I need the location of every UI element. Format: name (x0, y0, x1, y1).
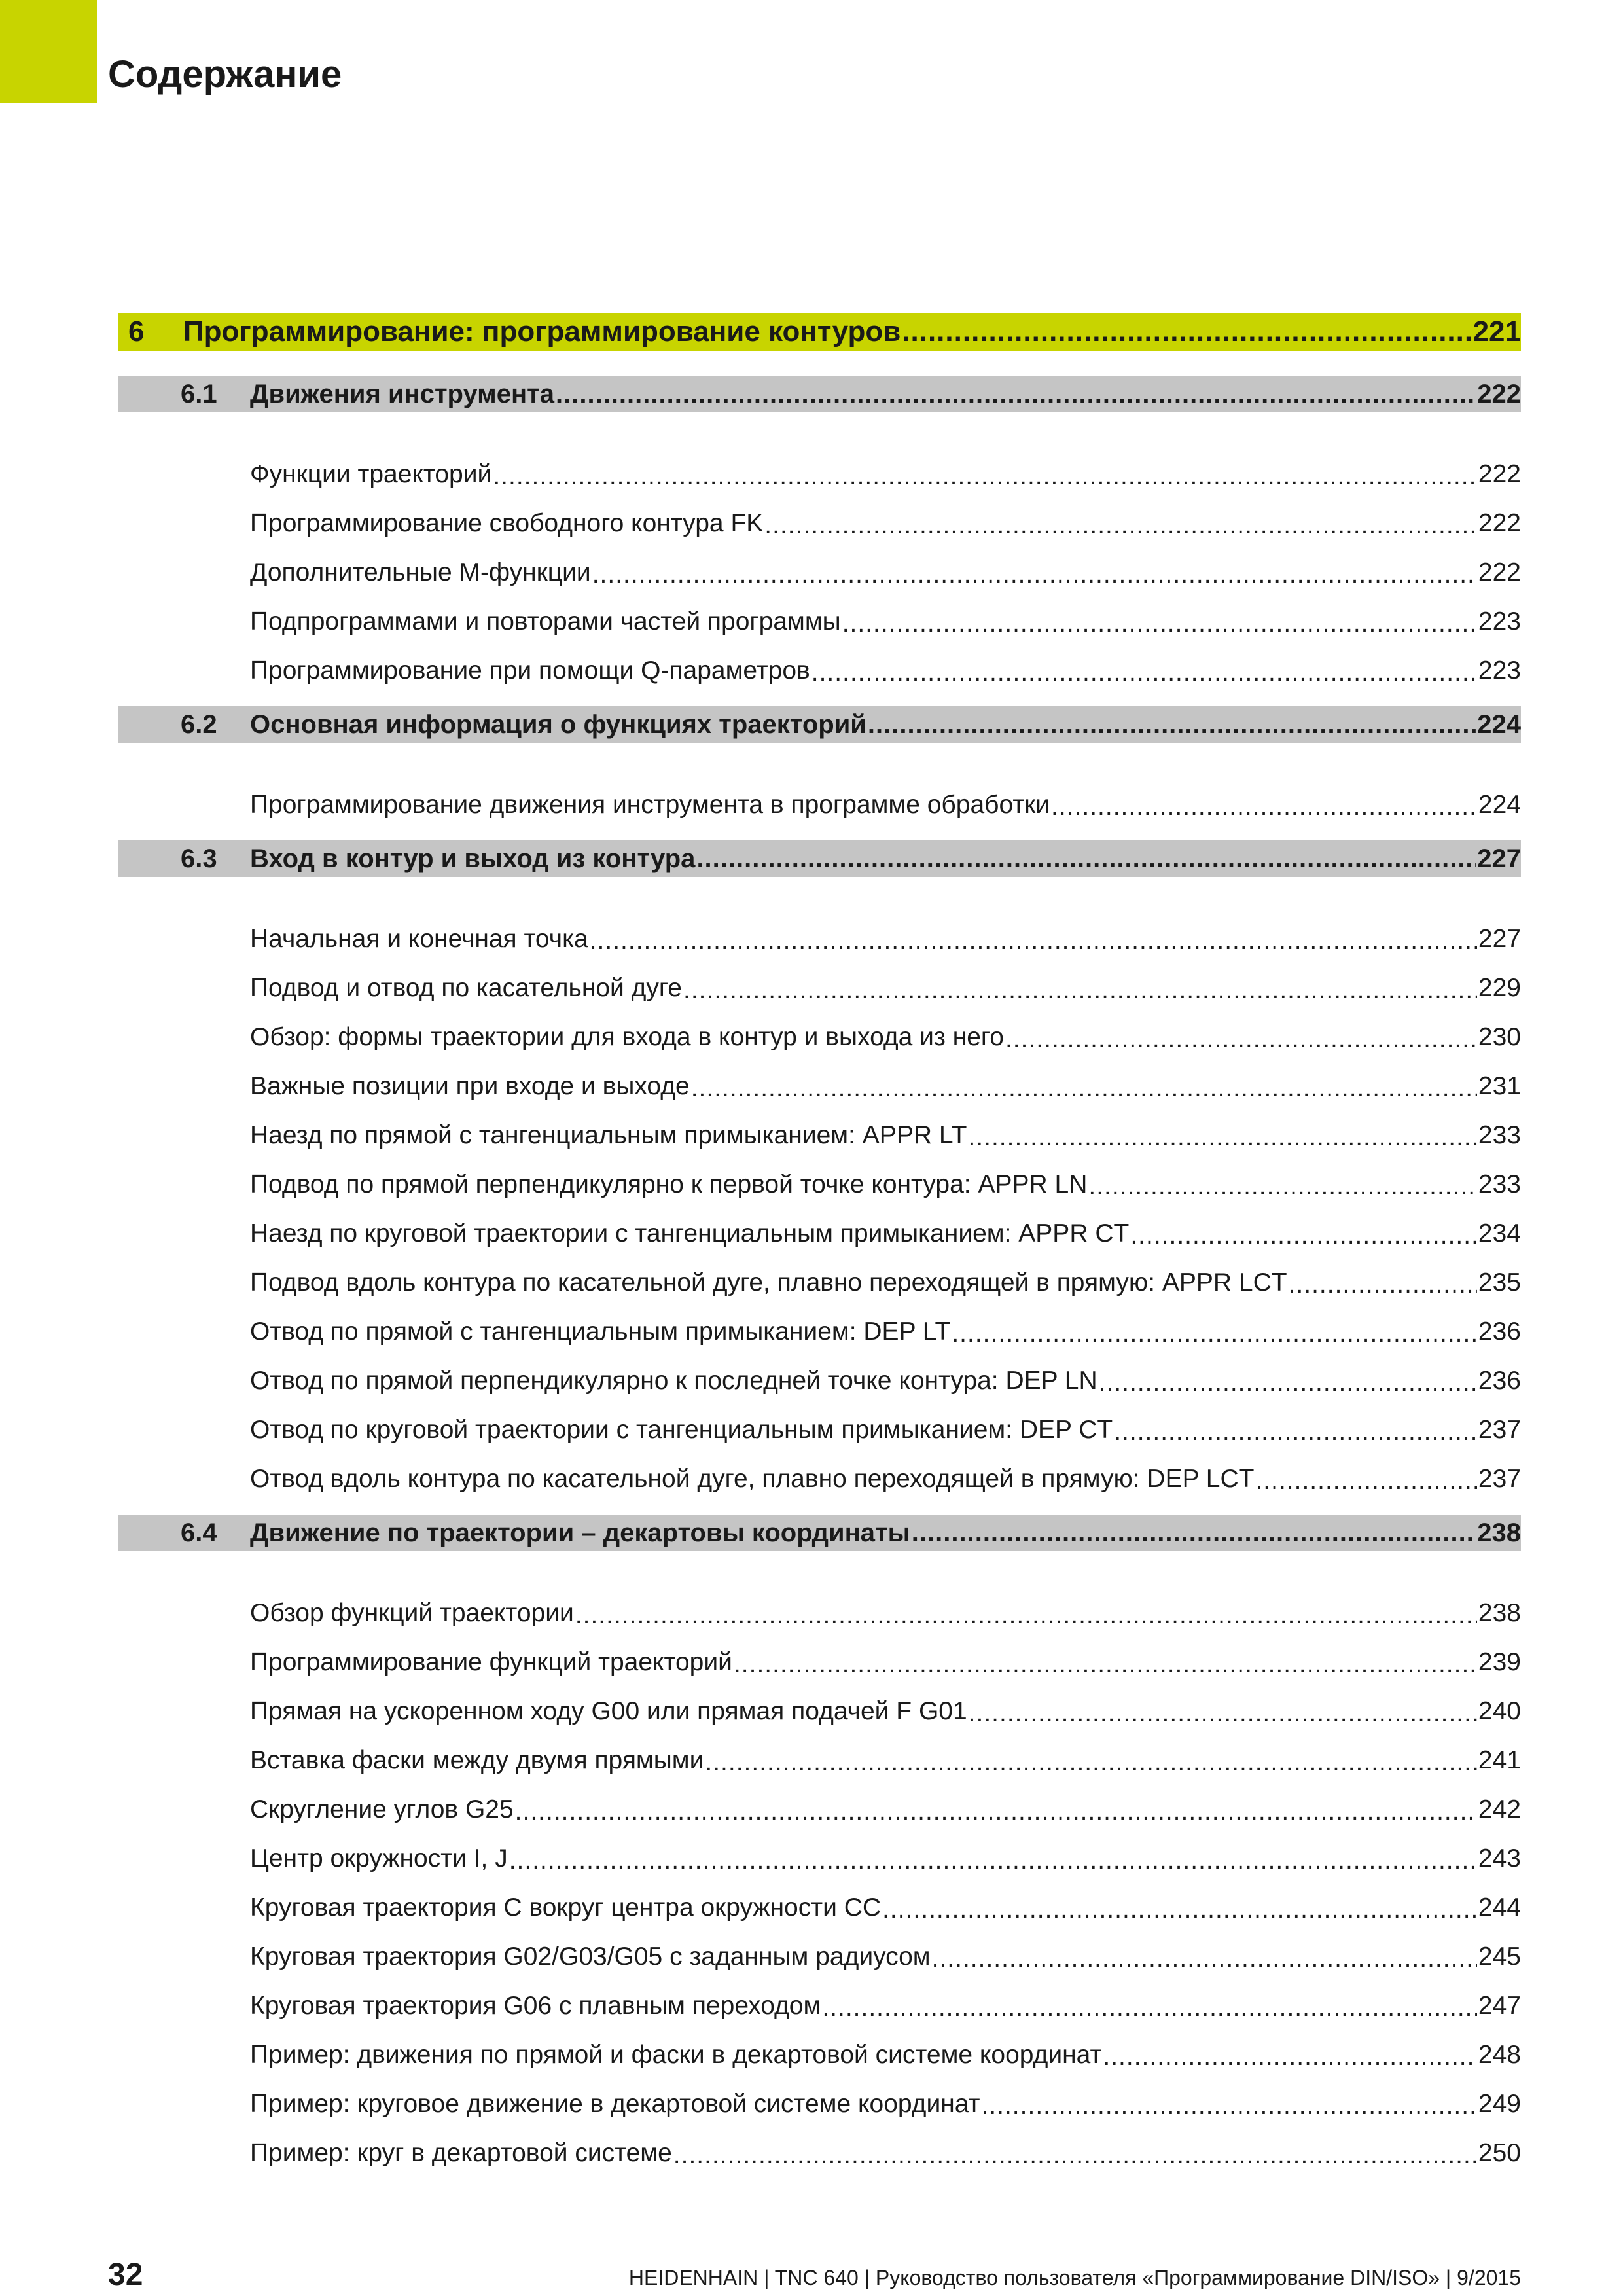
dot-leader (696, 846, 1476, 872)
toc-entry[interactable] (118, 587, 1521, 636)
toc-entry[interactable] (118, 2070, 1521, 2119)
dot-leader (705, 1749, 1477, 1775)
entry-title: Отвод по прямой с тангенциальным примыканием: DEP LT (250, 1318, 951, 1346)
toc-entry[interactable] (118, 1248, 1521, 1297)
dot-leader (1255, 1468, 1476, 1494)
page-footer (108, 2257, 1521, 2293)
dot-leader (868, 711, 1476, 738)
entry-page: 222 (1478, 460, 1521, 488)
entry-page: 235 (1478, 1268, 1521, 1297)
entry-page: 231 (1478, 1072, 1521, 1100)
entry-page: 236 (1478, 1318, 1521, 1346)
entry-page: 230 (1478, 1023, 1521, 1051)
toc-entry[interactable] (118, 1297, 1521, 1346)
toc-entry[interactable] (118, 1101, 1521, 1150)
page-title: Содержание (108, 53, 342, 96)
toc-entry[interactable] (118, 1726, 1521, 1775)
entry-title: Наезд по прямой с тангенциальным примыканием: APPR LT (250, 1121, 967, 1149)
entry-page: 239 (1478, 1648, 1521, 1676)
entry-page: 242 (1478, 1795, 1521, 1823)
entry-title: Обзор функций траектории (250, 1599, 574, 1627)
entry-title: Центр окружности I, J (250, 1844, 508, 1873)
dot-leader (969, 1700, 1477, 1726)
toc-entry[interactable] (118, 489, 1521, 538)
entry-page: 236 (1478, 1367, 1521, 1395)
entry-page: 249 (1478, 2090, 1521, 2118)
section-number: 6.2 (181, 709, 217, 739)
entry-title: Подвод вдоль контура по касательной дуге, плавно переходящей в прямую: APPR LCT (250, 1268, 1287, 1297)
toc-entry[interactable] (118, 1395, 1521, 1444)
toc-entry[interactable] (118, 1922, 1521, 1971)
dot-leader (1114, 1419, 1477, 1444)
entry-title: Программирование свободного контура FK (250, 509, 764, 537)
toc-entry[interactable] (118, 1677, 1521, 1726)
entry-title: Скругление углов G25 (250, 1795, 514, 1823)
sections-list (118, 376, 1521, 2168)
entry-page: 233 (1478, 1121, 1521, 1149)
entry-page: 223 (1478, 607, 1521, 636)
toc-entry[interactable] (118, 1775, 1521, 1824)
section-number: 6.1 (181, 379, 217, 408)
dot-leader (1088, 1174, 1477, 1199)
dot-leader (509, 1848, 1477, 1873)
entry-title: Отвод вдоль контура по касательной дуге, плавно переходящей в прямую: DEP LCT (250, 1465, 1255, 1493)
toc-entry[interactable] (118, 1052, 1521, 1101)
entry-page: 247 (1478, 1992, 1521, 2020)
footer-text: HEIDENHAIN | TNC 640 | Руководство пользователя «Программирование DIN/ISO» | 9/2015 (628, 2266, 1521, 2289)
entry-title: Функции траекторий (250, 460, 492, 488)
section-number: 6.3 (181, 844, 217, 873)
entry-title: Подвод по прямой перпендикулярно к первой точке контура: APPR LN (250, 1170, 1088, 1198)
dot-leader (902, 317, 1471, 346)
dot-leader (932, 1946, 1477, 1971)
toc-entry[interactable] (118, 1579, 1521, 1628)
chapter-number: 6 (128, 315, 145, 348)
chapter-page: 221 (1472, 315, 1521, 348)
toc-entry[interactable] (118, 1628, 1521, 1677)
entry-page: 234 (1478, 1219, 1521, 1247)
toc-entry[interactable] (118, 770, 1521, 819)
dot-leader (981, 2093, 1476, 2119)
dot-leader (493, 463, 1477, 489)
entry-page: 244 (1478, 1893, 1521, 1922)
dot-leader (1289, 1272, 1477, 1297)
dot-leader (1051, 794, 1477, 819)
entry-title: Пример: движения по прямой и фаски в декартовой системе координат (250, 2041, 1102, 2069)
entry-title: Начальная и конечная точка (250, 925, 588, 953)
entry-page: 238 (1478, 1599, 1521, 1627)
entry-page: 222 (1478, 509, 1521, 537)
toc-entry[interactable] (118, 1444, 1521, 1494)
entry-page: 237 (1478, 1416, 1521, 1444)
dot-leader (1130, 1223, 1477, 1248)
toc-entry[interactable] (118, 440, 1521, 489)
toc-entry[interactable] (118, 2020, 1521, 2070)
dot-leader (822, 1995, 1477, 2020)
entry-title: Обзор: формы траектории для входа в контур и выхода из него (250, 1023, 1004, 1051)
dot-leader (673, 2142, 1477, 2168)
toc-entry[interactable] (118, 1150, 1521, 1199)
entry-page: 224 (1478, 791, 1521, 819)
section-number: 6.4 (181, 1518, 217, 1547)
dot-leader (952, 1321, 1477, 1346)
entry-title: Отвод по круговой траектории с тангенциальным примыканием: DEP CT (250, 1416, 1113, 1444)
entry-title: Наезд по круговой траектории с тангенциальным примыканием: APPR CT (250, 1219, 1130, 1247)
section-title: Основная информация о функциях траекторий (250, 709, 866, 739)
dot-leader (575, 1602, 1477, 1628)
toc-entry[interactable] (118, 1824, 1521, 1873)
entry-title: Круговая траектория G06 с плавным переходом (250, 1992, 821, 2020)
dot-leader (842, 611, 1477, 636)
dot-leader (764, 512, 1477, 538)
section-heading[interactable] (118, 1515, 1521, 1551)
entry-title: Отвод по прямой перпендикулярно к последней точке контура: DEP LN (250, 1367, 1097, 1395)
entry-title: Дополнительные М-функции (250, 558, 591, 586)
entry-page: 241 (1478, 1746, 1521, 1774)
toc-entry[interactable] (118, 636, 1521, 685)
dot-leader (734, 1651, 1477, 1677)
section-page: 222 (1477, 379, 1521, 408)
dot-leader (1005, 1026, 1477, 1052)
entry-title: Подвод и отвод по касательной дуге (250, 974, 682, 1002)
section-page: 224 (1477, 709, 1521, 739)
dot-leader (691, 1075, 1477, 1101)
toc-entry[interactable] (118, 1873, 1521, 1922)
dot-leader (812, 660, 1477, 685)
dot-leader (882, 1897, 1477, 1922)
dot-leader (683, 977, 1477, 1003)
chapter-title: Программирование: программирование контуров (183, 315, 901, 348)
section-title: Движения инструмента (250, 379, 554, 408)
dot-leader (515, 1799, 1477, 1824)
entry-title: Пример: круговое движение в декартовой системе координат (250, 2090, 980, 2118)
entry-title: Пример: круг в декартовой системе (250, 2139, 672, 2167)
entry-title: Круговая траектория G02/G03/G05 с заданным радиусом (250, 1943, 931, 1971)
entry-page: 223 (1478, 656, 1521, 685)
entry-title: Круговая траектория C вокруг центра окружности CC (250, 1893, 882, 1922)
toc-entry[interactable] (118, 905, 1521, 954)
dot-leader (556, 381, 1476, 407)
dot-leader (592, 562, 1477, 587)
toc-entry[interactable] (118, 1003, 1521, 1052)
entry-page: 227 (1478, 925, 1521, 953)
entry-title: Программирование при помощи Q-параметров (250, 656, 810, 685)
table-of-contents (118, 313, 1521, 2168)
toc-entry[interactable] (118, 1346, 1521, 1395)
entry-page: 245 (1478, 1943, 1521, 1971)
toc-entry[interactable] (118, 2119, 1521, 2168)
entry-page: 243 (1478, 1844, 1521, 1873)
dot-leader (590, 928, 1477, 954)
entry-title: Программирование функций траекторий (250, 1648, 732, 1676)
page-number: 32 (108, 2257, 143, 2292)
dot-leader (912, 1520, 1476, 1546)
dot-leader (968, 1124, 1476, 1150)
entry-title: Программирование движения инструмента в программе обработки (250, 791, 1050, 819)
section-heading[interactable] (118, 376, 1521, 412)
entry-page: 233 (1478, 1170, 1521, 1198)
toc-entry[interactable] (118, 954, 1521, 1003)
section-page: 227 (1477, 844, 1521, 873)
section-title: Движение по траектории – декартовы координаты (250, 1518, 910, 1547)
section-heading[interactable] (118, 840, 1521, 877)
toc-entry[interactable] (118, 1971, 1521, 2020)
section-heading[interactable] (118, 706, 1521, 743)
entry-page: 237 (1478, 1465, 1521, 1493)
section-page: 238 (1477, 1518, 1521, 1547)
chapter-color-tab (0, 0, 97, 103)
entry-title: Прямая на ускоренном ходу G00 или прямая подачей F G01 (250, 1697, 967, 1725)
entry-title: Подпрограммами и повторами частей программы (250, 607, 841, 636)
entry-title: Вставка фаски между двумя прямыми (250, 1746, 704, 1774)
toc-entry[interactable] (118, 538, 1521, 587)
dot-leader (1099, 1370, 1477, 1395)
chapter-heading[interactable] (118, 313, 1521, 351)
entry-page: 229 (1478, 974, 1521, 1002)
entry-page: 248 (1478, 2041, 1521, 2069)
entry-page: 250 (1478, 2139, 1521, 2167)
toc-entry[interactable] (118, 1199, 1521, 1248)
entry-page: 222 (1478, 558, 1521, 586)
section-title: Вход в контур и выход из контура (250, 844, 696, 873)
dot-leader (1103, 2044, 1477, 2070)
entry-page: 240 (1478, 1697, 1521, 1725)
entry-title: Важные позиции при входе и выходе (250, 1072, 690, 1100)
